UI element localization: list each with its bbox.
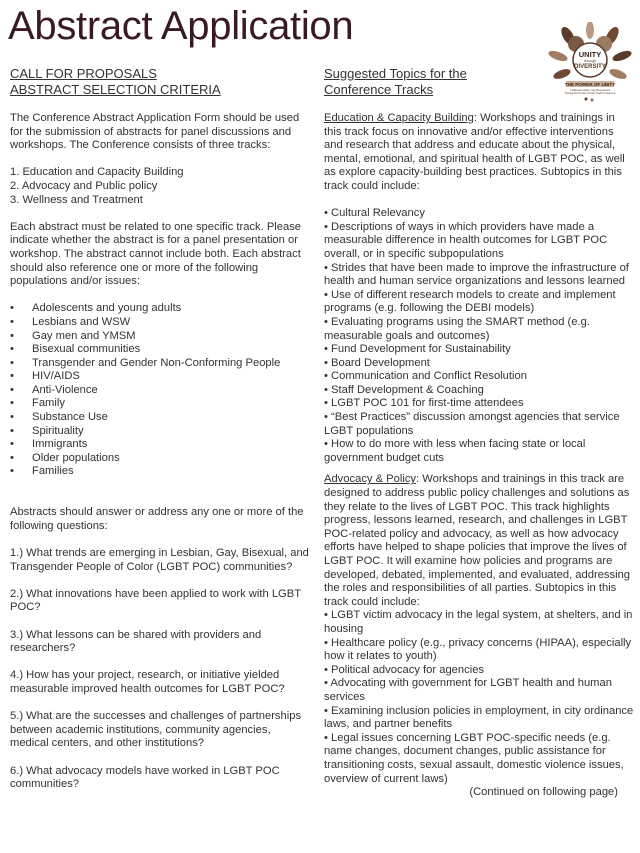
population-item: • HIV/AIDS	[10, 370, 310, 384]
advocacy-subtopic: • LGBT victim advocacy in the legal system, at shelters, and in housing	[324, 609, 633, 635]
education-subtopic: • Fund Development for Sustainability	[324, 343, 511, 356]
education-subtopic: • Communication and Conflict Resolution	[324, 370, 527, 383]
advocacy-track-text: : Workshops and trainings in this track are designed to address public policy challenges and solutions as they relate to the lives of LGBT POC. This track highlights progress, lessons learned, research, and challenges in LGBT POC-related policy and advocacy, as well as how advocacy efforts have helped to shape policies that improve the lives of LGBT POC. It will examine how policies and programs are developed, debated, implemented, and evaluated, addressing the roles and responsibilities of all parties. Subtopics in this track could include:	[324, 473, 631, 608]
education-subtopic: • “Best Practices” discussion amongst agencies that service LGBT populations	[324, 411, 620, 437]
education-subtopic: • LGBT POC 101 for first-time attendees	[324, 397, 524, 410]
population-item: • Transgender and Gender Non-Conforming People	[10, 357, 310, 371]
population-item: • Families	[10, 465, 310, 479]
advocacy-subtopic: • Advocating with government for LGBT health and human services	[324, 677, 612, 703]
suggested-topics-heading-line2: Conference Tracks	[324, 82, 434, 97]
education-track-description	[324, 112, 634, 194]
population-item: • Immigrants	[10, 438, 310, 452]
selection-criteria-heading: ABSTRACT SELECTION CRITERIA	[10, 82, 221, 97]
question-item: 1.) What trends are emerging in Lesbian, Gay, Bisexual, and Transgender People of Color (LGBT POC) communities?	[10, 547, 309, 573]
continued-note: (Continued on following page)	[469, 786, 618, 799]
populations-list	[10, 302, 310, 479]
left-heading	[10, 66, 310, 98]
logo-unity-text: UNITY	[578, 50, 602, 59]
right-heading	[324, 66, 634, 98]
advocacy-subtopic: • Legal issues concerning LGBT POC-specific needs (e.g. name changes, document changes, public assistance for transitioning costs, sexual assault, domestic violence issues, overview of current laws)	[324, 731, 624, 785]
logo-diversity-text: DIVERSITY	[574, 64, 606, 70]
education-subtopic: • Descriptions of ways in which providers have made a measurable difference in health outcomes for LGBT POC overall, or in specific subpopulations	[324, 220, 608, 260]
education-subtopic: • Strides that have been made to improve the infrastructure of health and human service organizations and lessons learned	[324, 261, 629, 288]
page-title: Abstract Application	[8, 4, 354, 48]
population-item: • Substance Use	[10, 411, 310, 425]
education-subtopic: • Board Development	[324, 356, 430, 369]
education-subtopic: • Evaluating programs using the SMART method (e.g. measurable goals and outcomes)	[324, 315, 590, 342]
education-subtopics-list	[324, 207, 634, 465]
education-track-label: Education & Capacity Building	[324, 112, 474, 124]
advocacy-subtopic: • Examining inclusion policies in employment, in city ordinance laws, and partner benefits	[324, 704, 634, 731]
population-item: • Lesbians and WSW	[10, 316, 310, 330]
question-item: 3.) What lessons can be shared with providers and researchers?	[10, 628, 262, 655]
advocacy-subtopic: • Political advocacy for agencies	[324, 663, 485, 676]
population-item: • Bisexual communities	[10, 343, 310, 357]
populations-intro: Each abstract must be related to one specific track. Please indicate whether the abstract is for a panel presentation or workshop. The abstract cannot include both. Each abstract should also reference one or more of the following populations and/or issues:	[10, 220, 302, 288]
track-item: 1. Education and Capacity Building	[10, 166, 184, 179]
call-for-proposals-heading: CALL FOR PROPOSALS	[10, 66, 157, 81]
population-item: • Family	[10, 397, 310, 411]
logo-subtitle-line1: A National Lesbian, Gay, Bisexual and	[569, 89, 611, 92]
tracks-list	[10, 166, 310, 207]
question-item: 5.) What are the successes and challenges of partnerships between academic institutions, community agencies, medical centers, and other institutions?	[10, 710, 302, 750]
questions-intro: Abstracts should answer or address any one or more of the following questions:	[10, 506, 304, 532]
question-item: 2.) What innovations have been applied to work with LGBT POC?	[10, 587, 301, 614]
question-item: 4.) How has your project, research, or initiative yielded measurable improved health outcomes for LGBT POC?	[10, 669, 285, 695]
logo-banner-text: THE POWER OF UNITY	[564, 82, 616, 87]
track-item: 3. Wellness and Treatment	[10, 193, 143, 206]
population-item: • Gay men and YMSM	[10, 330, 310, 344]
logo-subtitle-line2: Transgender People of Color Health Conference	[564, 92, 616, 95]
suggested-topics-heading-line1: Suggested Topics for the	[324, 66, 467, 81]
education-track-text: : Workshops and trainings in this track focus on innovative and/or effective interventions and research that address and educate about the physical, mental, emotional, and spiritual health of LGBT POC, as well as explore capacity-building best practices. Subtopics in this track could include:	[324, 112, 625, 192]
advocacy-subtopic: • Healthcare policy (e.g., privacy concerns (HIPAA), especially how it relates to youth)	[324, 636, 632, 663]
left-column	[10, 66, 310, 792]
population-item: • Anti-Violence	[10, 384, 310, 398]
logo-through-text: through	[584, 59, 596, 63]
track-item: 2. Advocacy and Public policy	[10, 179, 158, 192]
advocacy-track-description	[324, 473, 634, 609]
education-subtopic: • Use of different research models to create and implement programs (e.g. following the DEBI models)	[324, 288, 616, 315]
right-column	[324, 66, 634, 800]
population-item: • Spirituality	[10, 425, 310, 439]
education-subtopic: • Cultural Relevancy	[324, 207, 425, 220]
advocacy-track-label: Advocacy & Policy	[324, 473, 417, 486]
intro-paragraph: The Conference Abstract Application Form should be used for the submission of abstracts for panel discussions and workshops. The Conference consists of three tracks:	[10, 112, 300, 152]
population-item: • Older populations	[10, 452, 310, 466]
question-item: 6.) What advocacy models have worked in LGBT POC communities?	[10, 764, 280, 791]
population-item: • Adolescents and young adults	[10, 302, 310, 316]
education-subtopic: • How to do more with less when facing state or local government budget cuts	[324, 438, 586, 464]
education-subtopic: • Staff Development & Coaching	[324, 383, 484, 396]
advocacy-subtopics-list	[324, 609, 634, 786]
